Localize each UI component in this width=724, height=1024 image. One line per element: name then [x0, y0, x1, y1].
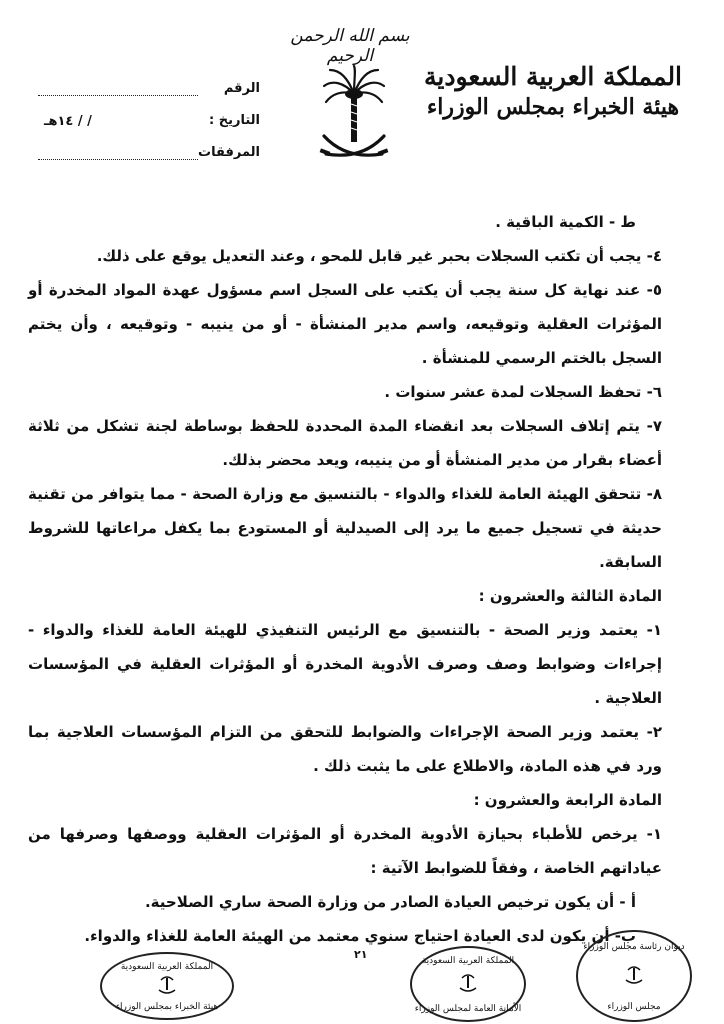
reference-row	[30, 64, 260, 96]
document-body	[28, 205, 662, 953]
attachments-label: المرفقات	[198, 145, 260, 160]
stamp-right-top-text: ديوان رئاسة مجلس الوزراء	[583, 942, 685, 952]
article-24-clause-1-b: ب- أن يكون لدى العيادة احتياج سنوي معتمد من الهيئة العامة للغذاء والدواء.	[84, 927, 636, 945]
date-value: / / ١٤هـ	[44, 114, 92, 129]
stamp-left-bottom-text: هيئة الخبراء بمجلس الوزراء	[115, 1002, 219, 1012]
stamp-middle-seal	[410, 946, 526, 1022]
page-number: ٢١	[354, 948, 368, 961]
article-23-clause-1: ١- يعتمد وزير الصحة - بالتنسيق مع الرئيس التنفيذي للهيئة العامة للغذاء والدواء - إجراءات وضوابط وصف وصرف الأدوية المخدرة أو المؤثرات العقلية في المؤسسات العلاجية .	[28, 621, 662, 707]
item-4-ink: ٤- يجب أن تكتب السجلات بحبر غير قابل للمحو ، وعند التعديل يوقع على ذلك.	[96, 247, 662, 265]
article-23-heading: المادة الثالثة والعشرون :	[478, 587, 662, 605]
org-line-bureau: هيئة الخبراء بمجلس الوزراء	[426, 94, 680, 120]
article-24-clause-1-a: أ - أن يكون ترخيص العيادة الصادر من وزارة الصحة ساري الصلاحية.	[144, 893, 636, 911]
reference-label: الرقم	[223, 81, 260, 96]
date-label: التاريخ :	[209, 113, 260, 128]
stamp-middle-top-text: المملكة العربية السعودية	[421, 956, 515, 966]
stamp-emblem-icon	[623, 964, 645, 986]
item-t-remaining-quantity: ط - الكمية الباقية .	[495, 213, 636, 231]
organization-header	[418, 62, 688, 122]
item-6-retention: ٦- تحفظ السجلات لمدة عشر سنوات .	[384, 383, 662, 401]
item-7-destruction: ٧- يتم إتلاف السجلات بعد انقضاء المدة المحددة للحفظ بوساطة لجنة تشكل من ثلاثة أعضاء بقرار من مدير المنشأة أو من ينيبه، ويعد محضر بذلك.	[28, 417, 662, 469]
attachments-row	[30, 128, 260, 160]
reference-block	[30, 64, 260, 160]
date-row	[30, 96, 260, 128]
stamp-left-top-text: المملكة العربية السعودية	[120, 962, 214, 972]
attachments-field	[38, 145, 198, 160]
reference-field	[38, 81, 198, 96]
stamp-right-seal	[576, 930, 692, 1022]
saudi-emblem-icon	[318, 64, 390, 172]
item-5-year-end-signing: ٥- عند نهاية كل سنة يجب أن يكتب على السجل اسم مسؤول عهدة المواد المخدرة أو المؤثرات العقلية وتوقيعه، واسم مدير المنشأة - أو من ينيبه - وتوقيعه ، وأن يختم السجل بالختم الرسمي للمنشأة .	[28, 281, 662, 367]
article-24-clause-1: ١- يرخص للأطباء بحيازة الأدوية المخدرة أو المؤثرات العقلية ووصفها وصرفها من عياداتهم الخاصة ، وفقاً للضوابط الآتية :	[28, 825, 662, 877]
article-24-heading: المادة الرابعة والعشرون :	[473, 791, 662, 809]
article-23-clause-2: ٢- يعتمد وزير الصحة الإجراءات والضوابط للتحقق من التزام المؤسسات العلاجية بما ورد في هذه المادة، والاطلاع على ما يثبت ذلك .	[28, 723, 662, 775]
stamp-emblem-icon	[156, 974, 178, 996]
org-line-kingdom: المملكة العربية السعودية	[423, 62, 683, 91]
item-8-technology: ٨- تتحقق الهيئة العامة للغذاء والدواء - بالتنسيق مع وزارة الصحة - مما يتوافر من تقنية حديثة في تسجيل جميع ما يرد إلى الصيدلية أو المستودع بما يكفل مراعاتها للشروط السابقة.	[28, 485, 662, 571]
stamp-left-seal	[100, 952, 234, 1020]
stamp-right-bottom-text: مجلس الوزراء	[607, 1002, 661, 1012]
stamp-middle-bottom-text: الأمانة العامة لمجلس الوزراء	[414, 1004, 522, 1014]
basmala-calligraphy: بسم الله الرحمن الرحيم	[290, 26, 410, 66]
stamp-emblem-icon	[457, 972, 479, 994]
